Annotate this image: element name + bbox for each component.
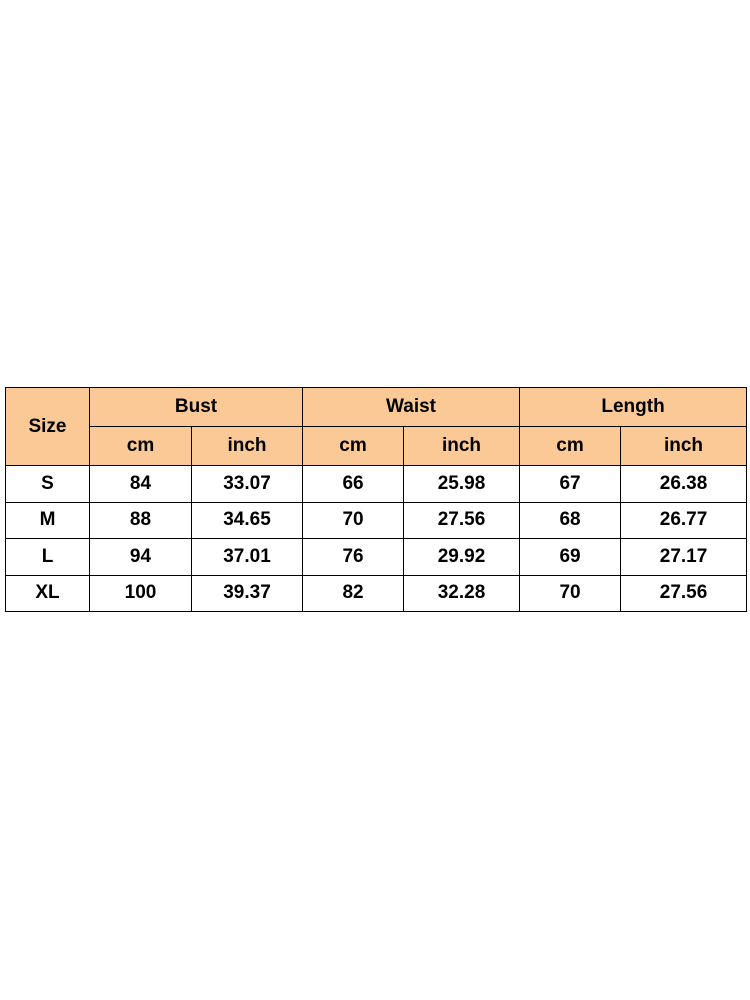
unit-header: inch	[621, 427, 747, 466]
waist-inch-cell: 27.56	[404, 502, 520, 539]
table-row	[6, 575, 747, 612]
length-inch-cell: 26.77	[621, 502, 747, 539]
header-row-groups	[6, 388, 747, 427]
group-header-waist: Waist	[303, 388, 520, 427]
table-row	[6, 466, 747, 503]
length-inch-cell: 27.56	[621, 575, 747, 612]
unit-header: inch	[192, 427, 303, 466]
waist-inch-cell: 32.28	[404, 575, 520, 612]
waist-cm-cell: 70	[303, 502, 404, 539]
unit-header: cm	[90, 427, 192, 466]
bust-inch-cell: 39.37	[192, 575, 303, 612]
size-cell: L	[6, 539, 90, 576]
bust-inch-cell: 34.65	[192, 502, 303, 539]
bust-cm-cell: 88	[90, 502, 192, 539]
group-header-bust: Bust	[90, 388, 303, 427]
bust-cm-cell: 100	[90, 575, 192, 612]
group-header-length: Length	[520, 388, 747, 427]
length-cm-cell: 68	[520, 502, 621, 539]
size-cell: S	[6, 466, 90, 503]
bust-cm-cell: 84	[90, 466, 192, 503]
size-chart-table	[5, 387, 747, 612]
unit-header: inch	[404, 427, 520, 466]
length-cm-cell: 70	[520, 575, 621, 612]
header-row-units	[6, 427, 747, 466]
bust-inch-cell: 37.01	[192, 539, 303, 576]
length-inch-cell: 26.38	[621, 466, 747, 503]
size-cell: XL	[6, 575, 90, 612]
waist-inch-cell: 29.92	[404, 539, 520, 576]
unit-header: cm	[520, 427, 621, 466]
waist-inch-cell: 25.98	[404, 466, 520, 503]
size-cell: M	[6, 502, 90, 539]
length-inch-cell: 27.17	[621, 539, 747, 576]
length-cm-cell: 69	[520, 539, 621, 576]
bust-cm-cell: 94	[90, 539, 192, 576]
waist-cm-cell: 76	[303, 539, 404, 576]
waist-cm-cell: 82	[303, 575, 404, 612]
length-cm-cell: 67	[520, 466, 621, 503]
bust-inch-cell: 33.07	[192, 466, 303, 503]
table-row	[6, 539, 747, 576]
waist-cm-cell: 66	[303, 466, 404, 503]
size-header: Size	[6, 388, 90, 466]
table-row	[6, 502, 747, 539]
unit-header: cm	[303, 427, 404, 466]
